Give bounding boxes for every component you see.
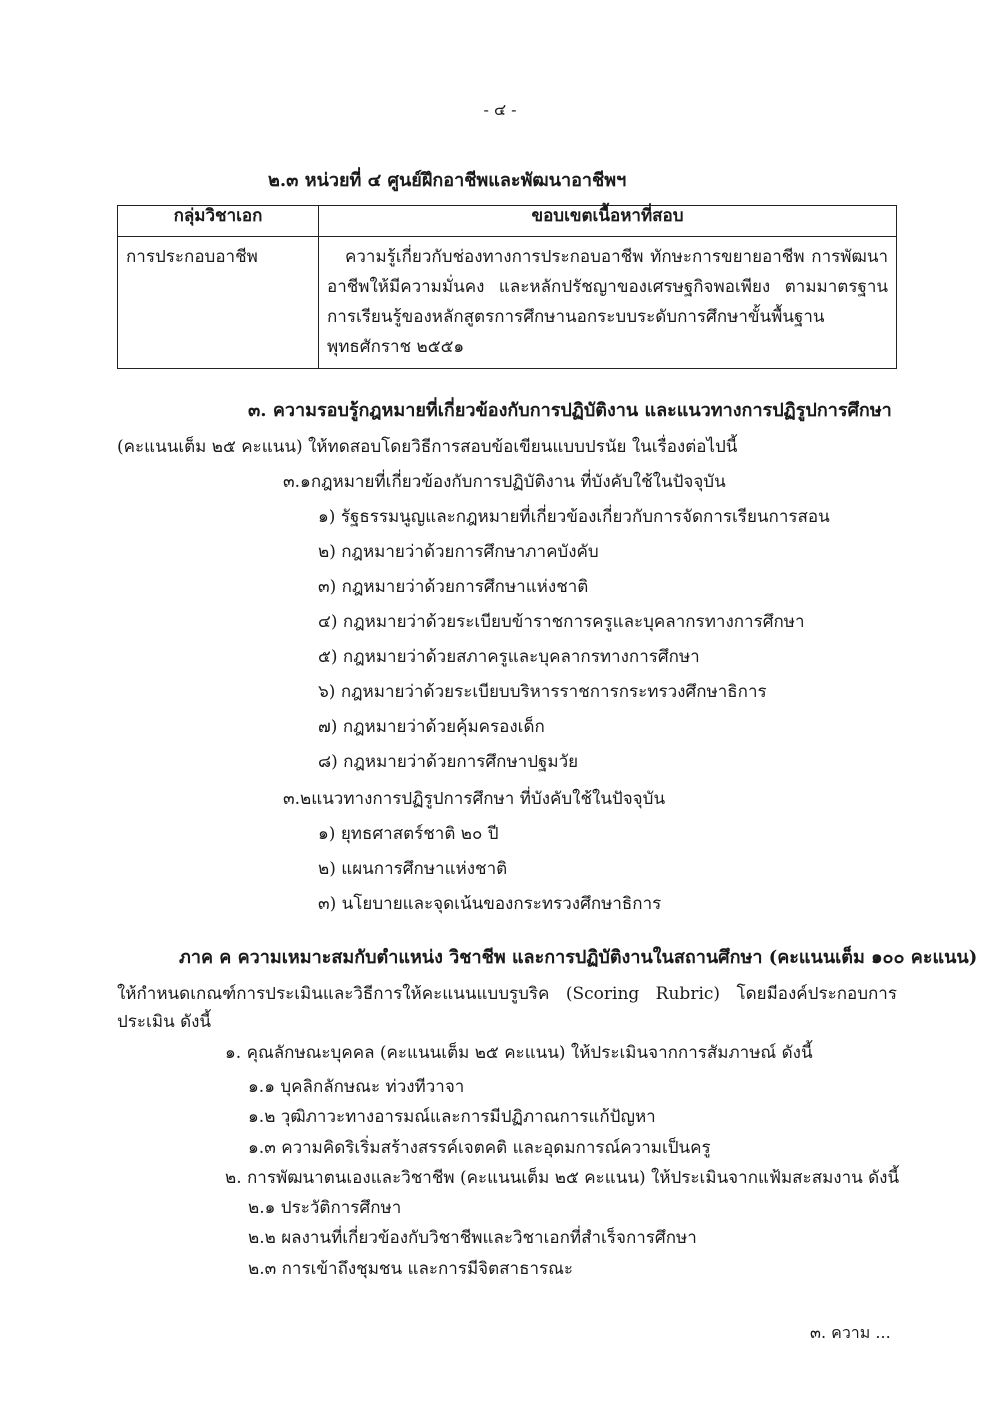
subsection-3-1-title: ๓.๑กฎหมายที่เกี่ยวข้องกับการปฏิบัติงาน ที่บังคับใช้ในปัจจุบัน: [283, 472, 726, 492]
list-item: ๘) กฎหมายว่าด้วยการศึกษาปฐมวัย: [318, 752, 579, 772]
list-item: ๑.๓ ความคิดริเริ่มสร้างสรรค์เจตคติ และอุดมการณ์ความเป็นครู: [248, 1138, 711, 1158]
scope-text: ความรู้เกี่ยวกับช่องทางการประกอบอาชีพ ทักษะการขยายอาชีพ การพัฒนาอาชีพให้มีความมั่นคง และหลักปรัชญาของเศรษฐกิจพอเพียง ตามมาตรฐานการเรียนรู้ของหลักสูตรการศึกษานอกระบบระดับการศึกษาขั้นพื้นฐาน พุทธศักราช ๒๕๕๑: [327, 247, 888, 357]
section-3-subheading: (คะแนนเต็ม ๒๕ คะแนน) ให้ทดสอบโดยวิธีการสอบข้อเขียนแบบปรนัย ในเรื่องต่อไปนี้: [117, 437, 738, 457]
section-c-intro: ให้กำหนดเกณฑ์การประเมินและวิธีการให้คะแนนแบบรูบริค (Scoring Rubric) โดยมีองค์ประกอบการประเมิน ดังนี้: [117, 984, 897, 1032]
list-item: ๒) กฎหมายว่าด้วยการศึกษาภาคบังคับ: [318, 542, 599, 562]
list-item: ๓) กฎหมายว่าด้วยการศึกษาแห่งชาติ: [318, 577, 589, 597]
list-item: ๖) กฎหมายว่าด้วยระเบียบบริหารราชการกระทรวงศึกษาธิการ: [318, 682, 767, 702]
table-header-row: [118, 206, 897, 237]
list-item: ๒) แผนการศึกษาแห่งชาติ: [318, 859, 508, 879]
cell-scope: [319, 237, 897, 369]
list-item: ๔) กฎหมายว่าด้วยระเบียบข้าราชการครูและบุคลากรทางการศึกษา: [318, 612, 805, 632]
list-item: ๓) นโยบายและจุดเน้นของกระทรวงศึกษาธิการ: [318, 894, 662, 914]
list-item: ๗) กฎหมายว่าด้วยคุ้มครองเด็ก: [318, 717, 545, 737]
list-item: ๕) กฎหมายว่าด้วยสภาครูและบุคลากรทางการศึกษา: [318, 647, 700, 667]
cell-subject: การประกอบอาชีพ: [118, 237, 319, 369]
subsection-3-2-title: ๓.๒แนวทางการปฏิรูปการศึกษา ที่บังคับใช้ในปัจจุบัน: [283, 789, 666, 809]
list-item: ๒.๒ ผลงานที่เกี่ยวข้องกับวิชาชีพและวิชาเอกที่สำเร็จการศึกษา: [248, 1228, 697, 1248]
part-1-title: ๑. คุณลักษณะบุคคล (คะแนนเต็ม ๒๕ คะแนน) ให้ประเมินจากการสัมภาษณ์ ดังนี้: [225, 1043, 813, 1063]
exam-scope-table: [117, 205, 897, 369]
list-item: ๑) รัฐธรรมนูญและกฎหมายที่เกี่ยวข้องเกี่ยวกับการจัดการเรียนการสอน: [318, 507, 830, 527]
column-header-scope: ขอบเขตเนื้อหาที่สอบ: [319, 206, 897, 237]
section-2-3-heading: ๒.๓ หน่วยที่ ๔ ศูนย์ฝึกอาชีพและพัฒนาอาชีพฯ: [268, 170, 627, 191]
list-item: ๑.๑ บุคลิกลักษณะ ท่วงทีวาจา: [248, 1077, 465, 1097]
part-2-title: ๒. การพัฒนาตนเองและวิชาชีพ (คะแนนเต็ม ๒๕ คะแนน) ให้ประเมินจากแฟ้มสะสมงาน ดังนี้: [225, 1168, 900, 1188]
list-item: ๑) ยุทธศาสตร์ชาติ ๒๐ ปี: [318, 824, 499, 844]
list-item: ๒.๑ ประวัติการศึกษา: [248, 1198, 402, 1218]
page-number: - ๔ -: [483, 100, 517, 119]
section-3-heading: ๓. ความรอบรู้กฎหมายที่เกี่ยวข้องกับการปฏิบัติงาน และแนวทางการปฏิรูปการศึกษา: [248, 400, 892, 421]
column-header-subject: กลุ่มวิชาเอก: [118, 206, 319, 237]
table-row: [118, 237, 897, 369]
continuation-marker: ๓. ความ ...: [810, 1323, 891, 1342]
list-item: ๑.๒ วุฒิภาวะทางอารมณ์และการมีปฏิภาณการแก้ปัญหา: [248, 1107, 656, 1127]
list-item: ๒.๓ การเข้าถึงชุมชน และการมีจิตสาธารณะ: [248, 1259, 574, 1279]
section-c-heading: ภาค ค ความเหมาะสมกับตำแหน่ง วิชาชีพ และการปฏิบัติงานในสถานศึกษา (คะแนนเต็ม ๑๐๐ คะแนน): [179, 947, 978, 968]
